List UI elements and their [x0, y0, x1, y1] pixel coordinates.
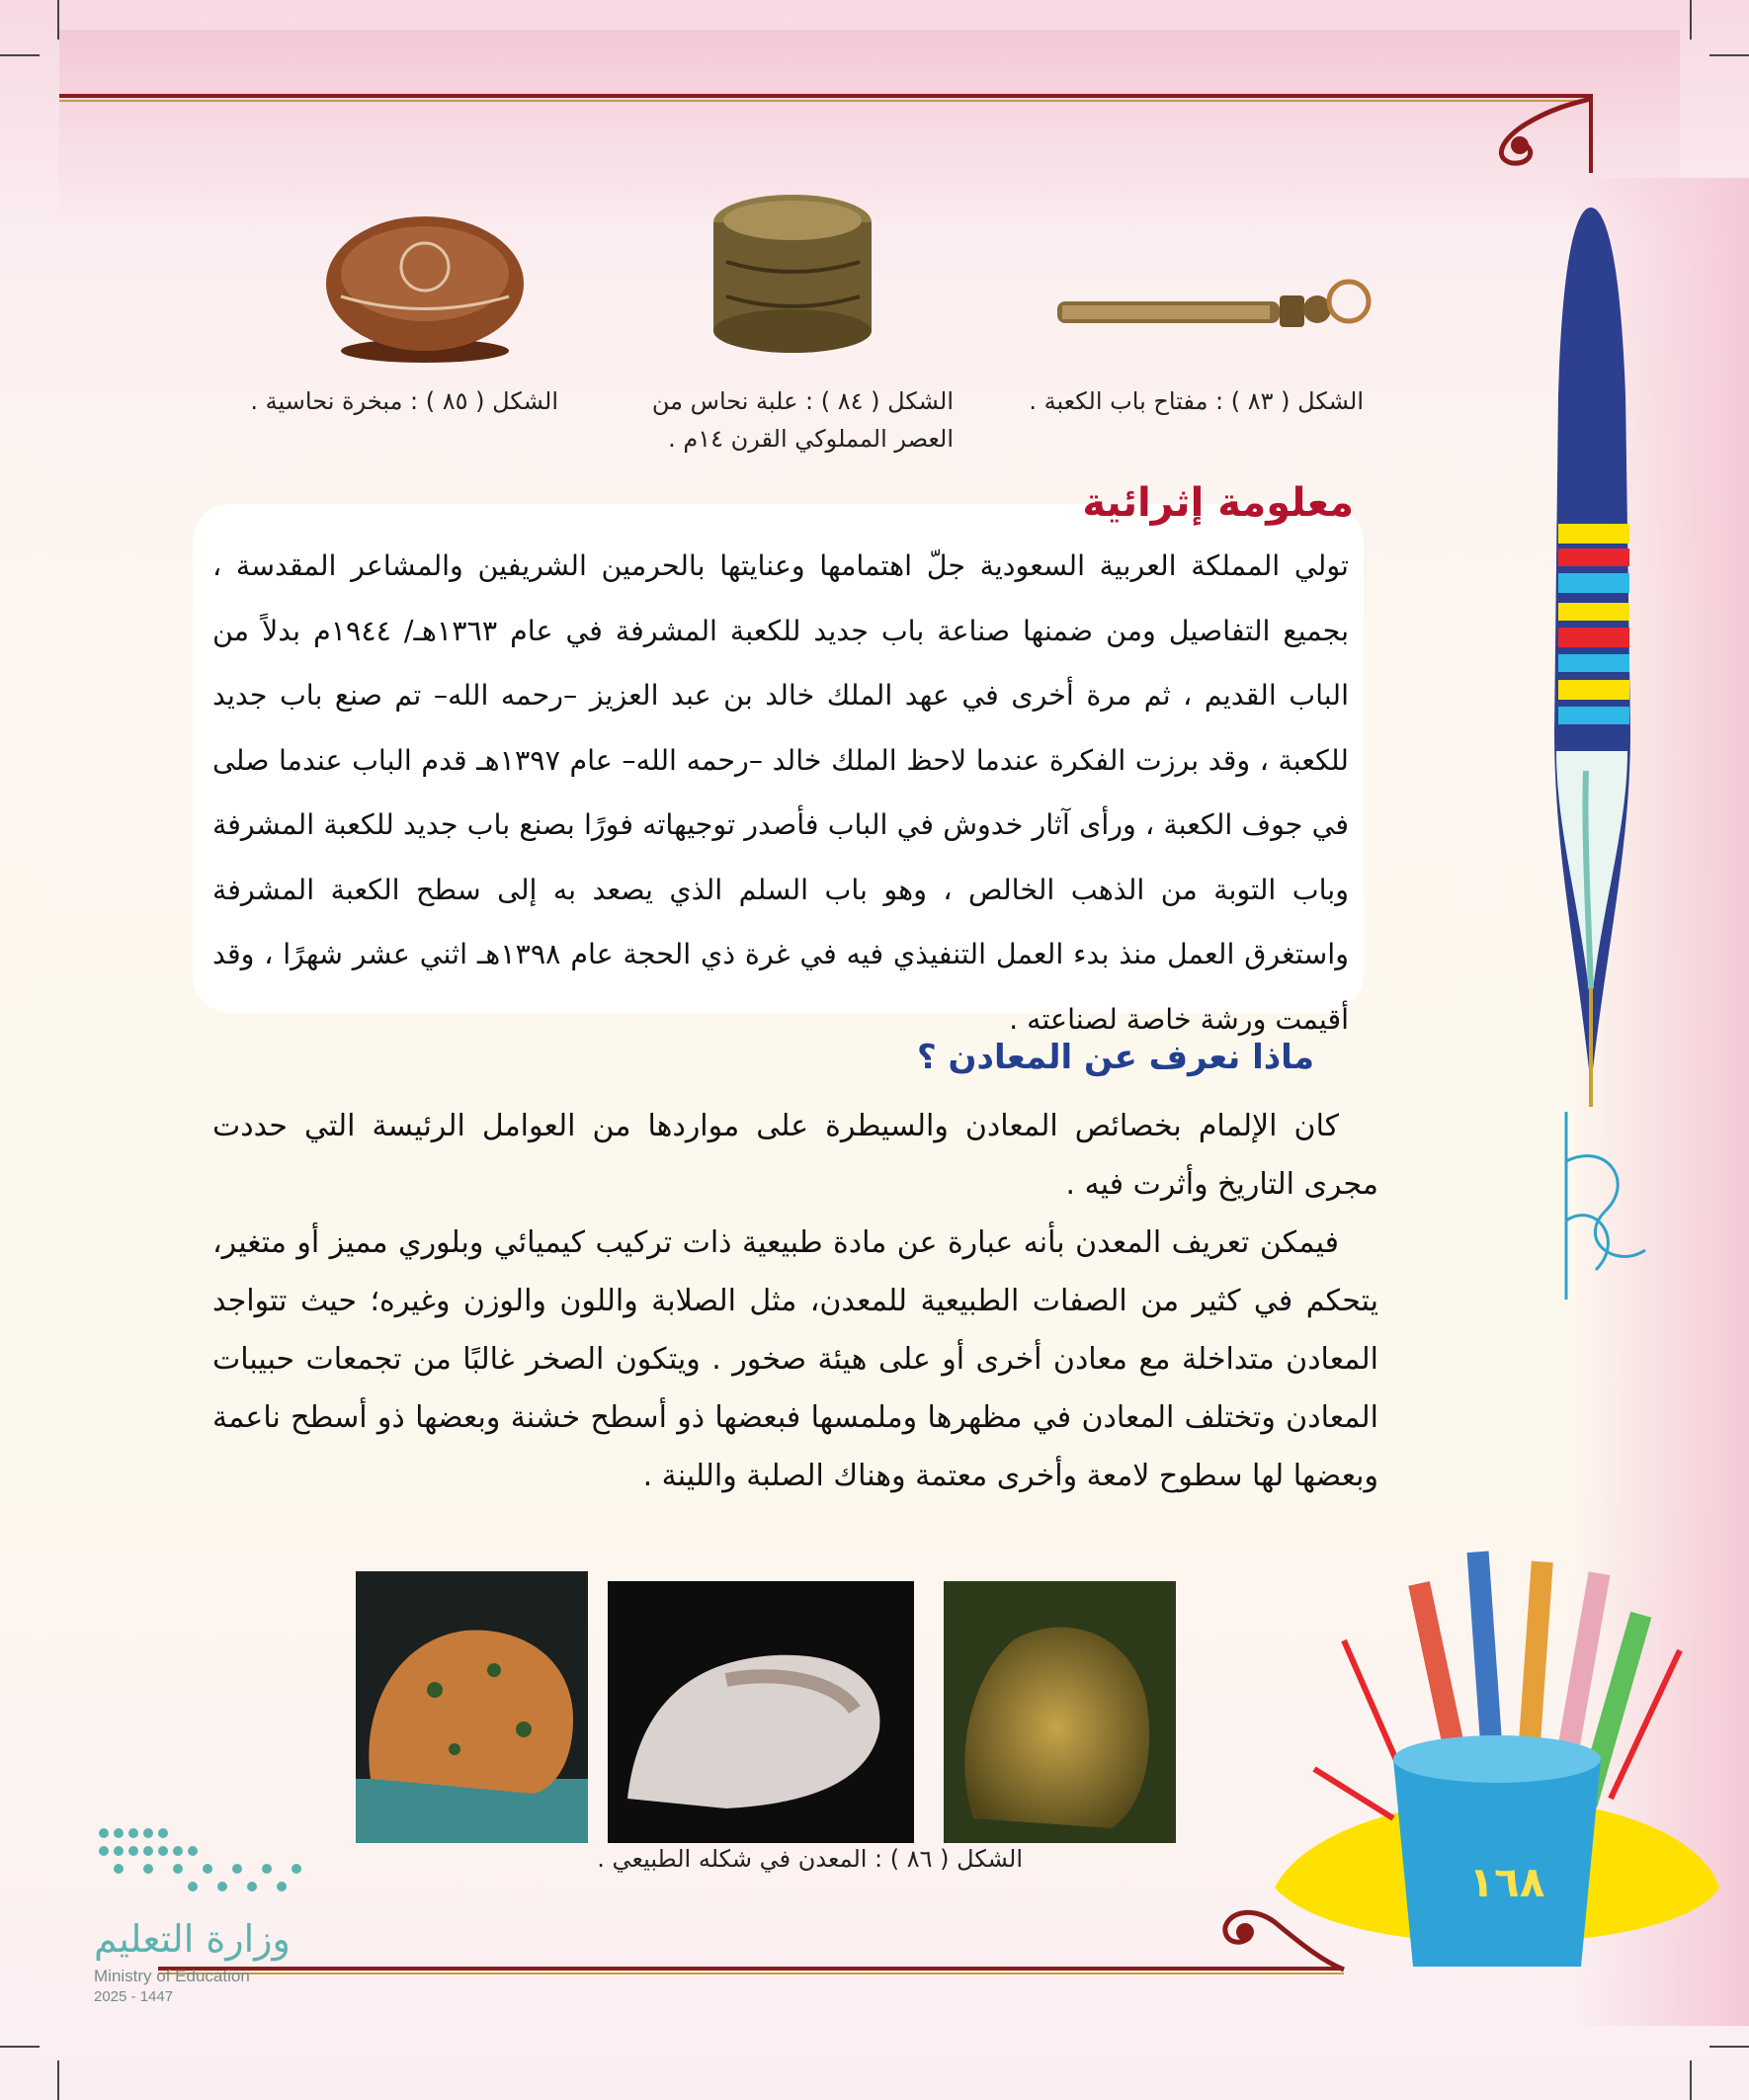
ministry-logo-arabic: وزارة التعليم [94, 1917, 291, 1961]
enrichment-info-title: معلومة إثرائية [1082, 480, 1354, 526]
frame-top-line-gold [59, 100, 1591, 102]
crop-mark [1709, 54, 1749, 56]
pen-swirl-decoration [1546, 1102, 1665, 1309]
minerals-section-text [212, 1097, 1378, 1505]
ministry-logo-year: 2025 - 1447 [94, 1988, 174, 2005]
ministry-logo-dots [94, 1823, 311, 1907]
figure-86-caption: الشكل ( ٨٦ ) : المعدن في شكله الطبيعي . [597, 1845, 1023, 1873]
enrichment-info-text: تولي المملكة العربية السعودية جلّ اهتمامها وعنايتها بالحرمين الشريفين والمشاعر المقدسة ، بجميع التفاصيل ومن ضمنها صناعة باب جديد للكعبة المشرفة في عام ١٣٦٣هـ/ ١٩٤٤م بدلاً من الباب القديم ، ثم مرة أخرى في عهد الملك خالد بن عبد العزيز –رحمه الله– تم صنع باب جديد للكعبة ، وقد برزت الفكرة عندما لاحظ الملك خالد –رحمه الله– عام ١٣٩٧هـ قدم الباب عندما صلى في جوف الكعبة ، ورأى آثار خدوش في الباب فأصدر توجيهاته فورًا بصنع باب جديد للكعبة المشرفة وباب التوبة من الذهب الخالص ، وهو باب السلم الذي يصعد به إلى سطح الكعبة المشرفة واستغرق العمل منذ بدء العمل التنفيذي فيه في غرة ذي الحجة عام ١٣٩٨هـ اثني عشر شهرًا ، وقد أقيمت ورشة خاصة لصناعته . [212, 549, 1350, 1036]
crop-mark [1690, 0, 1692, 40]
frame-top-line [59, 94, 1591, 98]
mineral-photo-left [944, 1581, 1176, 1843]
crop-mark [57, 2060, 59, 2100]
frame-bottom-line [158, 1967, 1344, 1971]
crop-mark [57, 0, 59, 40]
mamluk-box-image [707, 183, 879, 356]
crop-mark [0, 54, 40, 56]
crop-mark [1690, 2060, 1692, 2100]
minerals-section-title: ماذا نعرف عن المعادن ؟ [916, 1038, 1314, 1077]
copper-censer-image [321, 212, 529, 366]
frame-corner-scroll-top [1462, 94, 1611, 183]
minerals-paragraph-1: كان الإلمام بخصائص المعادن والسيطرة على مواردها من العوامل الرئيسة التي حددت مجرى التاريخ وأثرت فيه . [212, 1109, 1378, 1202]
figure-85-caption: الشكل ( ٨٥ ) : مبخرة نحاسية . [250, 387, 558, 415]
kaaba-key-image [1052, 262, 1374, 351]
frame-bottom-line-gold [158, 1973, 1344, 1974]
crop-mark [0, 2046, 40, 2048]
figure-84-caption: الشكل ( ٨٤ ) : علبة نحاس من العصر المملوكي القرن ١٤م . [651, 387, 954, 453]
minerals-paragraph-2: فيمكن تعريف المعدن بأنه عبارة عن مادة طبيعية ذات تركيب كيميائي وبلوري مميز أو متغير، يتحكم في كثير من الصفات الطبيعية للمعدن، مثل الصلابة واللون والوزن وغيره؛ حيث تتواجد المعادن متداخلة مع معادن أخرى أو على هيئة صخور . ويتكون الصخر غالبًا من تجمعات حبيبات المعادن وتختلف المعادن في مظهرها وملمسها فبعضها ذو أسطح خشنة وبعضها ذو أسطح ناعمة وبعضها لها سطوح لامعة وأخرى معتمة وهناك الصلبة واللينة . [212, 1225, 1378, 1493]
figure-83-caption: الشكل ( ٨٣ ) : مفتاح باب الكعبة . [1029, 387, 1364, 415]
mineral-photo-right [356, 1571, 588, 1843]
ministry-logo-english: Ministry of Education [94, 1967, 250, 1985]
mineral-photo-middle [608, 1581, 914, 1843]
page-number: ١٦٨ [1468, 1858, 1545, 1906]
crop-mark [1709, 2046, 1749, 2048]
pen-illustration [1537, 198, 1655, 1117]
